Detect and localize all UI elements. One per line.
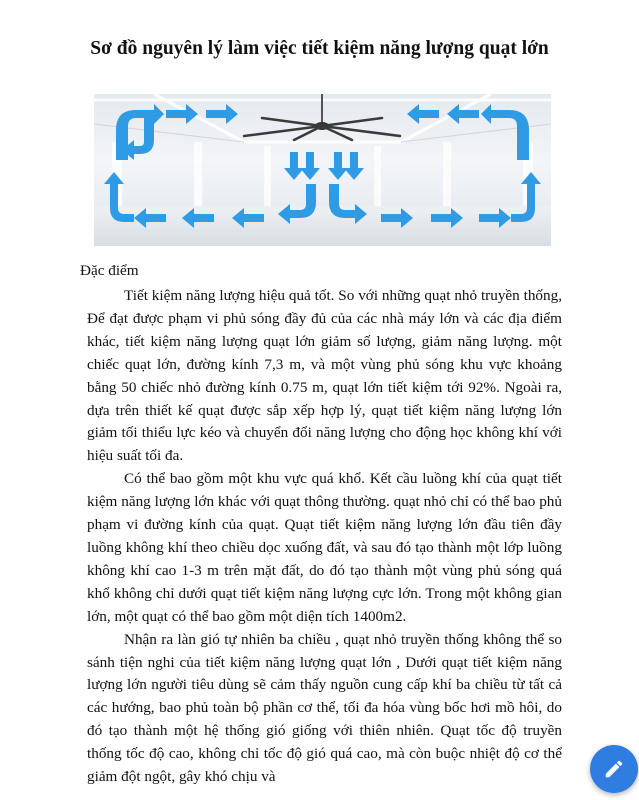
- airflow-diagram: [94, 94, 551, 246]
- page-title: Sơ đồ nguyên lý làm việc tiết kiệm năng lượng quạt lớn: [90, 38, 549, 59]
- section-heading: Đặc điểm: [80, 262, 139, 279]
- paragraph: Có thể bao gồm một khu vực quá khổ. Kết cầu luồng khí của quạt tiết kiệm năng lượng lớn khác với quạt thông thường. quạt nhỏ chỉ có thể bao phủ phạm vi đường kính của quạt. Quạt tiết kiệm năng lượng lớn đầu tiên đầy luồng không khí theo chiều dọc xuống đất, và sau đó tạo thành một lớp luồng không khí cao 1-3 m trên mặt đất, do đó tạo thành một vùng phủ sóng quá khổ không chỉ dưới quạt tiết kiệm năng lượng cực lớn. Trong một không gian lớn, một quạt có thể bao gồm một diện tích 1400m2.: [87, 470, 562, 625]
- pencil-edit-icon: [603, 758, 625, 780]
- edit-fab-button[interactable]: [590, 745, 638, 793]
- body-text: [87, 285, 562, 789]
- paragraph: Nhận ra làn gió tự nhiên ba chiều , quạt nhỏ truyền thống không thể so sánh tiện nghi của tiết kiệm năng lượng quạt lớn , Dưới quạt tiết kiệm năng lượng lớn người tiêu dùng sẽ cảm thấy nguồn cung cấp khí ba chiều từ tất cả các hướng, bao phủ toàn bộ phần cơ thể, tối đa hóa vùng bốc hơi mồ hôi, do đó tạo thành một hệ thống gió giống với thiên nhiên. Quạt tốc độ truyền thống tốc độ cao, không chỉ tốc độ gió quá cao, mà còn buộc nhiệt độ cơ thể giảm đột ngột, gây khó chịu và: [87, 630, 562, 786]
- paragraph: Tiết kiệm năng lượng hiệu quả tốt. So với những quạt nhỏ truyền thống, Để đạt được phạm vi phủ sóng đầy đủ của các nhà máy lớn và các địa điểm khác, tiết kiệm năng lượng quạt lớn giảm số lượng, giảm năng lượng. một chiếc quạt lớn, đường kính 7,3 m, và một vùng phủ sóng khu vực khoảng bằng 50 chiếc nhỏ đường kính 0.75 m, quạt lớn tiết kiệm tới 92%. Ngoài ra, dựa trên thiết kế quạt được sắp xếp hợp lý, quạt tiết kiệm năng lượng lớn giảm tối thiểu lực kéo và chuyển đổi năng lượng cho động học không khí với hiệu suất tối đa.: [87, 287, 562, 465]
